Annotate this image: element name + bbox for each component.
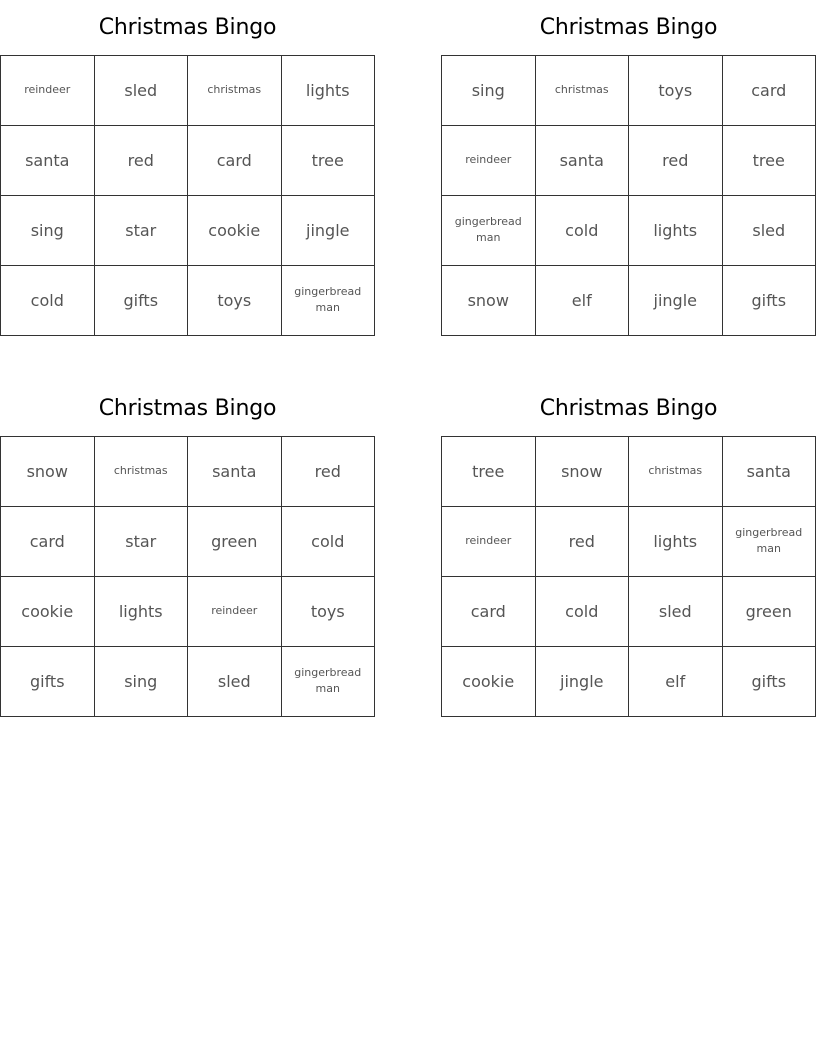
bingo-cell: cookie — [1, 577, 95, 647]
bingo-cell: red — [282, 437, 376, 507]
bingo-cell: lights — [95, 577, 189, 647]
bingo-cell: card — [723, 56, 816, 126]
bingo-cell: toys — [629, 56, 723, 126]
bingo-cell: gingerbread man — [282, 647, 376, 717]
bingo-cell: sled — [723, 196, 816, 266]
bingo-cell: gingerbread man — [723, 507, 816, 577]
card-title: Christmas Bingo — [539, 15, 718, 40]
bingo-cell: christmas — [95, 437, 189, 507]
bingo-cell: toys — [282, 577, 376, 647]
bingo-cell: gifts — [95, 266, 189, 336]
bingo-cell: santa — [188, 437, 282, 507]
bingo-cell: cold — [1, 266, 95, 336]
bingo-grid — [0, 436, 375, 717]
bingo-cell: cold — [282, 507, 376, 577]
bingo-cell: elf — [629, 647, 723, 717]
bingo-cell: santa — [1, 126, 95, 196]
bingo-cell: star — [95, 507, 189, 577]
bingo-cell: lights — [282, 56, 376, 126]
bingo-card-4 — [441, 381, 816, 717]
bingo-cell: reindeer — [442, 126, 536, 196]
bingo-cell: red — [95, 126, 189, 196]
bingo-cell: gifts — [723, 266, 816, 336]
bingo-grid — [441, 436, 816, 717]
bingo-cell: gifts — [1, 647, 95, 717]
bingo-cell: tree — [282, 126, 376, 196]
bingo-card-3 — [0, 381, 375, 717]
bingo-card-1 — [0, 0, 375, 336]
bingo-cell: santa — [723, 437, 816, 507]
bingo-cell: sing — [1, 196, 95, 266]
bingo-cell: sing — [95, 647, 189, 717]
bingo-cell: toys — [188, 266, 282, 336]
bingo-cell: cookie — [188, 196, 282, 266]
bingo-cell: cold — [536, 577, 630, 647]
bingo-cell: cold — [536, 196, 630, 266]
bingo-cell: jingle — [282, 196, 376, 266]
bingo-cell: reindeer — [188, 577, 282, 647]
bingo-cell: red — [629, 126, 723, 196]
bingo-cell: card — [188, 126, 282, 196]
bingo-cell: lights — [629, 196, 723, 266]
bingo-grid — [441, 55, 816, 336]
bingo-cell: green — [723, 577, 816, 647]
bingo-cell: snow — [536, 437, 630, 507]
bingo-cell: lights — [629, 507, 723, 577]
bingo-cell: tree — [442, 437, 536, 507]
bingo-cell: green — [188, 507, 282, 577]
bingo-cell: santa — [536, 126, 630, 196]
card-title: Christmas Bingo — [98, 396, 277, 421]
bingo-grid — [0, 55, 375, 336]
bingo-cell: jingle — [629, 266, 723, 336]
bingo-cell: elf — [536, 266, 630, 336]
bingo-cell: sled — [629, 577, 723, 647]
bingo-cell: christmas — [188, 56, 282, 126]
bingo-cell: gifts — [723, 647, 816, 717]
bingo-card-2 — [441, 0, 816, 336]
bingo-cell: jingle — [536, 647, 630, 717]
bingo-cell: christmas — [629, 437, 723, 507]
bingo-cell: sing — [442, 56, 536, 126]
bingo-cell: star — [95, 196, 189, 266]
bingo-cell: red — [536, 507, 630, 577]
bingo-cell: card — [442, 577, 536, 647]
bingo-cell: gingerbread man — [282, 266, 376, 336]
card-title: Christmas Bingo — [98, 15, 277, 40]
bingo-cell: gingerbread man — [442, 196, 536, 266]
bingo-cell: snow — [1, 437, 95, 507]
bingo-cell: snow — [442, 266, 536, 336]
bingo-cell: reindeer — [442, 507, 536, 577]
card-title: Christmas Bingo — [539, 396, 718, 421]
bingo-cell: sled — [188, 647, 282, 717]
bingo-cell: christmas — [536, 56, 630, 126]
bingo-cell: tree — [723, 126, 816, 196]
bingo-cell: card — [1, 507, 95, 577]
bingo-cell: reindeer — [1, 56, 95, 126]
bingo-cell: sled — [95, 56, 189, 126]
bingo-cell: cookie — [442, 647, 536, 717]
